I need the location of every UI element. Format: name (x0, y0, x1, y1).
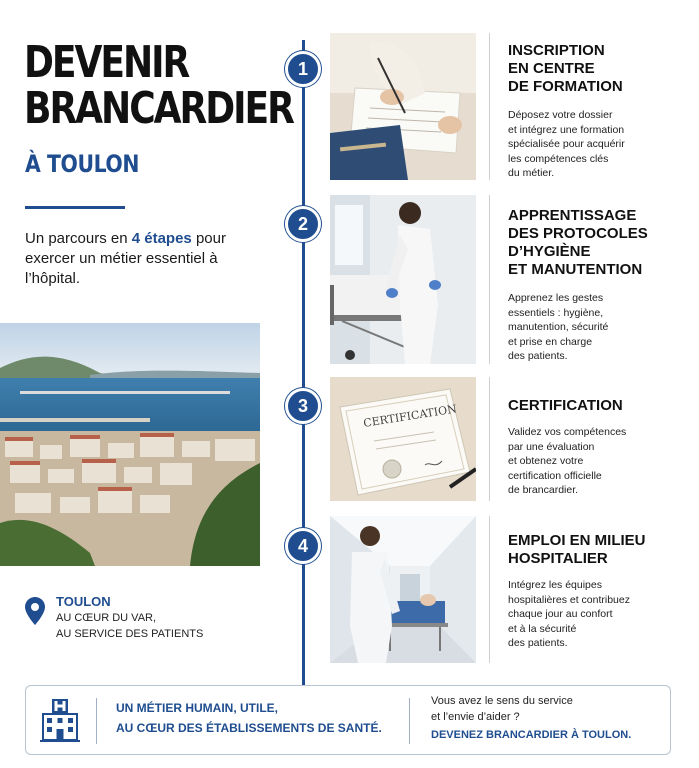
step-2-desc-line: essentiels : hygiène, (508, 306, 604, 319)
step-3-photo (330, 377, 476, 501)
step-4-description (508, 578, 648, 651)
step-1-photo (330, 33, 476, 180)
step-3-title (508, 397, 688, 415)
step-1-desc-line: Déposez votre dossier (508, 109, 613, 121)
footer-main-line-1: UN MÉTIER HUMAIN, UTILE, (116, 701, 278, 715)
footer-main-line-2: AU CŒUR DES ÉTABLISSEMENTS DE SANTÉ. (116, 721, 382, 735)
intro-after: pour exercer un métier essentiel à l’hôpital. (25, 230, 226, 287)
location-line-1: AU CŒUR DU VAR, (56, 612, 157, 624)
step-2-title-line: D’HYGIÈNE (508, 243, 591, 260)
step-3-desc-line: Validez vos compétences (508, 426, 627, 438)
step-1-desc-line: du métier. (508, 167, 555, 179)
certificate-heading: CERTIFICATION (362, 402, 458, 430)
step-3-desc-line: par une évaluation (508, 440, 595, 453)
step-3-description (508, 425, 648, 498)
step-4-title-line: HOSPITALIER (508, 550, 608, 567)
step-3-desc-line: certification officielle (508, 469, 602, 482)
hospital-icon (40, 698, 80, 742)
step-2-photo (330, 195, 476, 364)
step-2-title (508, 207, 688, 279)
title-divider (25, 206, 125, 209)
step-4-desc-line: et à la sécurité (508, 622, 577, 635)
step-3-desc-line: et obtenez votre (508, 455, 584, 467)
footer-divider-left (96, 698, 97, 744)
timeline-line (302, 40, 305, 685)
step-2-description (508, 291, 648, 364)
location-line-2: AU SERVICE DES PATIENTS (56, 628, 204, 640)
step-4-desc-line: des patients. (508, 637, 568, 649)
intro-before: Un parcours en (25, 230, 132, 247)
step-1-number-badge: 1 (285, 51, 321, 87)
toulon-city-photo (0, 323, 260, 566)
step-1-title-line: DE FORMATION (508, 78, 623, 95)
step-2-divider (489, 195, 490, 364)
step-3-title-line: CERTIFICATION (508, 397, 623, 414)
page-title (24, 37, 293, 134)
step-4-desc-line: Intégrez les équipes (508, 579, 602, 591)
step-3-number-badge: 3 (285, 388, 321, 424)
footer-question-line-2: et l’envie d’aider ? (431, 711, 520, 723)
step-1-description (508, 108, 648, 181)
step-4-photo (330, 516, 476, 663)
intro-text (25, 229, 255, 289)
step-4-desc-line: hospitalières et contribuez (508, 593, 630, 606)
step-3-desc-line: de brancardier. (508, 484, 579, 496)
step-1-desc-line: les compétences clés (508, 152, 609, 165)
step-1-desc-line: spécialisée pour acquérir (508, 138, 625, 150)
step-4-divider (489, 516, 490, 663)
step-4-title (508, 532, 688, 568)
step-2-number-badge: 2 (285, 206, 321, 242)
step-2-desc-line: des patients. (508, 350, 568, 362)
step-4-title-line: EMPLOI EN MILIEU (508, 532, 646, 549)
step-2-title-line: APPRENTISSAGE (508, 207, 637, 224)
footer-question-line-1: Vous avez le sens du service (431, 695, 573, 707)
step-2-title-line: DES PROTOCOLES (508, 225, 648, 242)
footer-banner (25, 685, 671, 755)
location-name: TOULON (56, 594, 111, 609)
step-3-divider (489, 377, 490, 501)
step-1-title-line: EN CENTRE (508, 60, 595, 77)
title-line-1: DEVENIR (24, 37, 189, 88)
step-2-desc-line: Apprenez les gestes (508, 292, 604, 304)
step-4-number-badge: 4 (285, 528, 321, 564)
step-1-desc-line: et intégrez une formation (508, 123, 625, 136)
footer-divider-right (409, 698, 410, 744)
step-1-title-line: INSCRIPTION (508, 42, 605, 59)
step-1-title (508, 42, 688, 96)
footer-call-to-action: DEVENEZ BRANCARDIER À TOULON. (431, 729, 632, 741)
subtitle: À TOULON (25, 150, 140, 178)
title-line-2: BRANCARDIER (24, 83, 293, 134)
step-2-title-line: ET MANUTENTION (508, 261, 643, 278)
step-4-desc-line: chaque jour au confort (508, 608, 613, 620)
intro-highlight: 4 étapes (131, 230, 192, 247)
step-2-desc-line: et prise en charge (508, 335, 593, 348)
map-pin-icon (25, 597, 45, 625)
step-2-desc-line: manutention, sécurité (508, 321, 609, 333)
step-1-divider (489, 33, 490, 180)
